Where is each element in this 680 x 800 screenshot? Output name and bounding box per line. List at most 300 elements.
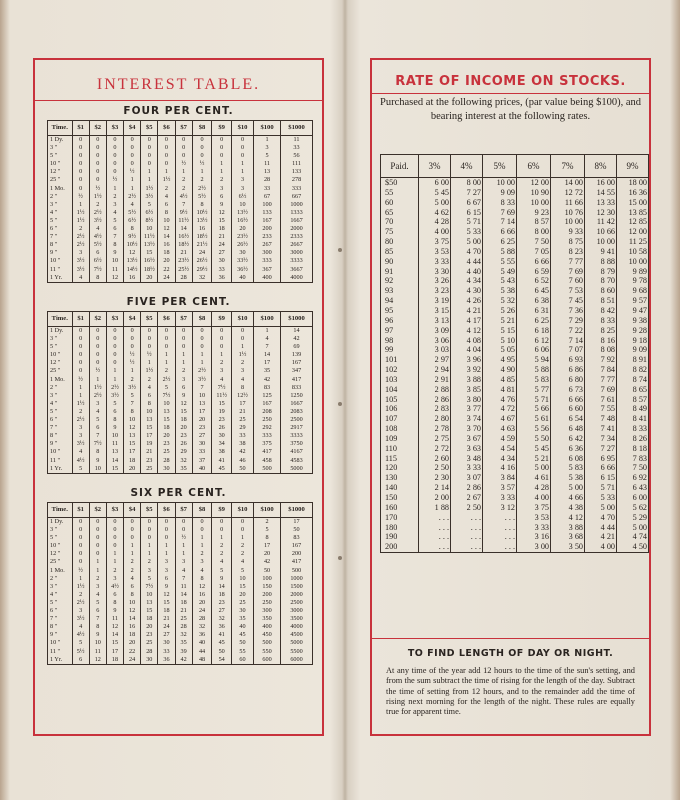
- interest-value: 22: [124, 648, 141, 656]
- table-row: [48, 335, 313, 343]
- rate-value: 4 61: [517, 473, 551, 483]
- interest-value: 2: [175, 367, 192, 375]
- interest-value: 5: [72, 465, 89, 474]
- interest-value: 2½: [89, 392, 106, 400]
- interest-value: 400: [254, 623, 281, 631]
- rate-value: 12 30: [585, 208, 617, 218]
- interest-value: 44: [192, 648, 212, 656]
- interest-value: 2: [254, 518, 281, 527]
- rate-value: 12 72: [551, 188, 585, 198]
- interest-value: 7: [175, 201, 192, 209]
- rate-value: 5 77: [517, 385, 551, 395]
- interest-value: 2: [124, 376, 141, 384]
- table-row: [48, 359, 313, 367]
- interest-value: 1: [106, 185, 123, 193]
- interest-value: 2½: [124, 193, 141, 201]
- rate-value: 3 57: [483, 483, 517, 493]
- rate-value: 7 14: [551, 336, 585, 346]
- paid-price: 85: [381, 247, 419, 257]
- table-header-row: [48, 503, 313, 518]
- table-row: [48, 225, 313, 233]
- rate-value: 2 67: [451, 493, 483, 503]
- table-row: [381, 257, 649, 267]
- interest-value: 0: [175, 526, 192, 534]
- rate-value: 4 30: [451, 286, 483, 296]
- interest-value: 29: [175, 448, 192, 456]
- interest-value: 5: [89, 416, 106, 424]
- interest-value: 14: [175, 225, 192, 233]
- six-percent-heading: SIX PER CENT.: [130, 487, 227, 499]
- interest-value: 1: [212, 351, 232, 359]
- interest-value: ½: [175, 534, 192, 542]
- interest-value: 1½: [89, 384, 106, 392]
- interest-value: 21: [175, 607, 192, 615]
- interest-value: 3½: [72, 615, 89, 623]
- rate-value: 6 42: [551, 434, 585, 444]
- interest-value: 1½: [72, 400, 89, 408]
- rate-value: 6 54: [551, 414, 585, 424]
- interest-value: 2½: [158, 376, 175, 384]
- interest-value: 1½: [231, 351, 253, 359]
- rate-value: 4 40: [451, 267, 483, 277]
- rate-value: 4 44: [451, 257, 483, 267]
- interest-value: 0: [72, 136, 89, 145]
- interest-value: 33: [212, 266, 232, 274]
- interest-value: 28: [141, 648, 158, 656]
- rate-value: 7 41: [585, 424, 617, 434]
- rate-value: 2 78: [419, 424, 451, 434]
- interest-value: 0: [158, 152, 175, 160]
- rate-value: 3 33: [419, 257, 451, 267]
- table-row: [48, 400, 313, 408]
- interest-value: 21: [158, 615, 175, 623]
- interest-value: 5: [212, 567, 232, 575]
- rate-value: 7 60: [551, 276, 585, 286]
- interest-value: ½: [124, 351, 141, 359]
- rate-value: 10 58: [617, 247, 649, 257]
- rate-value: 2 50: [419, 463, 451, 473]
- interest-value: 200: [254, 225, 281, 233]
- table-row: [48, 623, 313, 631]
- interest-value: 40: [231, 274, 253, 283]
- interest-value: 7: [124, 400, 141, 408]
- interest-value: 27: [212, 607, 232, 615]
- interest-value: 29½: [192, 266, 212, 274]
- rate-value: 2 83: [419, 404, 451, 414]
- interest-value: 17: [106, 648, 123, 656]
- interest-value: 3333: [281, 257, 313, 265]
- interest-value: 4: [72, 623, 89, 631]
- table-row: [48, 201, 313, 209]
- rate-value: 7 27: [451, 188, 483, 198]
- rate-value: 6 52: [517, 276, 551, 286]
- interest-value: 6: [106, 225, 123, 233]
- time-label: 6 ": [48, 416, 73, 424]
- interest-value: 6: [89, 249, 106, 257]
- interest-value: 2: [231, 542, 253, 550]
- interest-value: 18: [124, 631, 141, 639]
- rate-value: 5 21: [517, 454, 551, 464]
- time-label: 5 ": [48, 152, 73, 160]
- rate-value: 8 16: [585, 336, 617, 346]
- interest-value: 35: [231, 615, 253, 623]
- time-label: 11 ": [48, 266, 73, 274]
- interest-value: 15: [141, 249, 158, 257]
- interest-value: 36½: [231, 266, 253, 274]
- time-label: 7 ": [48, 615, 73, 623]
- table-row: [48, 591, 313, 599]
- interest-value: 0: [72, 367, 89, 375]
- paid-price: 106: [381, 404, 419, 414]
- rate-value: 9 68: [617, 286, 649, 296]
- table-row: [48, 656, 313, 665]
- interest-value: 167: [281, 359, 313, 367]
- time-label: 1 Dy.: [48, 327, 73, 336]
- rate-value: 7 29: [551, 316, 585, 326]
- interest-value: 19: [212, 408, 232, 416]
- table-row: [48, 168, 313, 176]
- interest-value: 200: [254, 591, 281, 599]
- interest-value: 1: [231, 168, 253, 176]
- left-page: [33, 58, 324, 736]
- interest-value: 10: [141, 408, 158, 416]
- interest-value: 0: [89, 343, 106, 351]
- rate-value: 7 27: [585, 444, 617, 454]
- rate-value: 3 63: [451, 444, 483, 454]
- interest-value: 0: [72, 335, 89, 343]
- rate-value: 10 90: [517, 188, 551, 198]
- rate-value: 3 19: [419, 296, 451, 306]
- table-row: [48, 550, 313, 558]
- rate-value: 5 56: [517, 424, 551, 434]
- interest-value: 0: [89, 550, 106, 558]
- interest-value: 18: [106, 656, 123, 665]
- interest-value: 1½: [141, 185, 158, 193]
- interest-value: 1½: [89, 193, 106, 201]
- interest-value: 16½: [175, 233, 192, 241]
- rate-value: 13 33: [585, 198, 617, 208]
- rate-value: 3 75: [419, 237, 451, 247]
- interest-value: 3: [212, 367, 232, 375]
- column-header: $3: [106, 121, 123, 136]
- rate-value: 11 66: [551, 198, 585, 208]
- interest-value: 12: [175, 400, 192, 408]
- interest-value: 4: [141, 384, 158, 392]
- rate-value: 6 86: [551, 365, 585, 375]
- interest-value: 2917: [281, 424, 313, 432]
- interest-value: 24: [158, 623, 175, 631]
- interest-value: 4: [231, 558, 253, 566]
- rate-value: 7 69: [483, 208, 517, 218]
- interest-value: 1: [124, 542, 141, 550]
- paid-price: 180: [381, 523, 419, 533]
- interest-value: 27: [158, 631, 175, 639]
- interest-value: 1: [89, 376, 106, 384]
- interest-value: 9: [212, 575, 232, 583]
- interest-value: 0: [89, 160, 106, 168]
- rate-value: 4 50: [617, 542, 649, 552]
- five-percent-table: [47, 311, 313, 474]
- interest-value: 27: [212, 249, 232, 257]
- rate-value: . . .: [483, 523, 517, 533]
- rate-value: 3 85: [451, 385, 483, 395]
- rate-value: 2 88: [419, 385, 451, 395]
- interest-value: 15: [141, 424, 158, 432]
- interest-value: 6: [72, 656, 89, 665]
- interest-value: 4: [72, 274, 89, 283]
- interest-value: 0: [72, 152, 89, 160]
- rate-value: 4 74: [617, 532, 649, 542]
- time-label: 4 ": [48, 209, 73, 217]
- interest-value: 267: [254, 241, 281, 249]
- rate-value: 8 79: [585, 267, 617, 277]
- interest-value: 1: [192, 534, 212, 542]
- rate-value: 8 33: [585, 316, 617, 326]
- rate-value: 6 92: [617, 473, 649, 483]
- interest-value: 2: [231, 550, 253, 558]
- rate-value: 3 48: [451, 454, 483, 464]
- interest-value: 3½: [72, 440, 89, 448]
- table-row: [48, 367, 313, 375]
- interest-value: 11½: [212, 392, 232, 400]
- six-percent-table: [47, 502, 313, 665]
- interest-value: 34: [212, 440, 232, 448]
- interest-value: 83: [254, 384, 281, 392]
- interest-value: 1: [106, 367, 123, 375]
- interest-value: 10: [231, 575, 253, 583]
- time-label: 5 ": [48, 408, 73, 416]
- rate-value: 9 18: [617, 336, 649, 346]
- rate-value: 3 33: [483, 493, 517, 503]
- interest-value: 5000: [281, 465, 313, 474]
- column-header: $10: [231, 503, 253, 518]
- day-night-title: TO FIND LENGTH OF DAY OR NIGHT.: [407, 648, 614, 659]
- interest-value: 8: [106, 241, 123, 249]
- table-header-row: [48, 121, 313, 136]
- interest-value: 133: [254, 209, 281, 217]
- rate-value: 3 50: [551, 542, 585, 552]
- rate-value: 8 74: [617, 375, 649, 385]
- column-header: $5: [141, 121, 158, 136]
- table-row: [381, 513, 649, 523]
- interest-value: 5: [158, 384, 175, 392]
- interest-value: 7: [175, 575, 192, 583]
- interest-value: 0: [175, 518, 192, 527]
- rate-value: 2 14: [419, 483, 451, 493]
- column-header: $8: [192, 503, 212, 518]
- interest-value: 24: [192, 249, 212, 257]
- interest-value: 50: [212, 648, 232, 656]
- interest-value: 0: [106, 534, 123, 542]
- interest-value: 18: [158, 607, 175, 615]
- interest-value: 4: [89, 591, 106, 599]
- rate-value: 2 75: [419, 434, 451, 444]
- table-row: [48, 327, 313, 336]
- interest-value: 4: [231, 376, 253, 384]
- rate-value: 11 42: [585, 217, 617, 227]
- interest-value: 8: [89, 448, 106, 456]
- time-label: 9 ": [48, 631, 73, 639]
- rate-value: 4 85: [483, 375, 517, 385]
- interest-value: 4: [254, 335, 281, 343]
- title-rule: [35, 100, 322, 101]
- rate-value: 5 88: [517, 365, 551, 375]
- interest-value: 83: [281, 534, 313, 542]
- binding-stitch: [338, 556, 342, 560]
- interest-value: 4½: [72, 631, 89, 639]
- interest-value: 3667: [281, 266, 313, 274]
- interest-value: 1½: [141, 367, 158, 375]
- interest-value: 458: [254, 457, 281, 465]
- rate-value: 5 94: [517, 355, 551, 365]
- interest-value: 0: [212, 518, 232, 527]
- rate-value: 7 83: [617, 454, 649, 464]
- interest-value: 2: [212, 542, 232, 550]
- interest-value: 0: [106, 542, 123, 550]
- interest-value: 10: [106, 257, 123, 265]
- rate-value: 6 59: [517, 267, 551, 277]
- interest-value: 0: [212, 144, 232, 152]
- table-row: [48, 351, 313, 359]
- rate-value: 3 77: [451, 404, 483, 414]
- interest-value: 0: [141, 526, 158, 534]
- interest-value: 0: [158, 534, 175, 542]
- interest-value: 13½: [192, 217, 212, 225]
- interest-value: 25: [158, 448, 175, 456]
- interest-value: 0: [106, 359, 123, 367]
- paid-price: 99: [381, 345, 419, 355]
- rate-value: 18 00: [617, 178, 649, 188]
- interest-value: 10: [89, 639, 106, 647]
- interest-value: 30: [212, 432, 232, 440]
- time-label: 3 ": [48, 526, 73, 534]
- interest-value: 7½: [89, 440, 106, 448]
- interest-value: 3½: [89, 217, 106, 225]
- rate-value: 7 84: [585, 365, 617, 375]
- rate-value: 5 43: [483, 276, 517, 286]
- interest-value: 0: [72, 343, 89, 351]
- interest-value: 0: [158, 327, 175, 336]
- table-row: [381, 217, 649, 227]
- interest-value: 3: [158, 567, 175, 575]
- interest-value: 0: [124, 136, 141, 145]
- interest-value: 0: [89, 542, 106, 550]
- time-label: 12 ": [48, 359, 73, 367]
- interest-value: 24: [158, 274, 175, 283]
- interest-value: 18: [158, 424, 175, 432]
- rate-value: . . .: [451, 532, 483, 542]
- interest-value: 4: [124, 575, 141, 583]
- interest-value: 35: [175, 465, 192, 474]
- interest-value: 0: [89, 526, 106, 534]
- interest-value: 3: [231, 367, 253, 375]
- interest-value: 35: [254, 367, 281, 375]
- interest-value: 0: [141, 534, 158, 542]
- rate-value: 5 45: [419, 188, 451, 198]
- time-label: 4 ": [48, 400, 73, 408]
- rate-value: 14 55: [585, 188, 617, 198]
- table-row: [48, 266, 313, 274]
- interest-value: 37: [192, 457, 212, 465]
- time-label: 11 ": [48, 457, 73, 465]
- table-row: [48, 233, 313, 241]
- interest-value: 333: [281, 185, 313, 193]
- interest-value: 20: [141, 623, 158, 631]
- time-label: 10 ": [48, 160, 73, 168]
- interest-value: 600: [254, 656, 281, 665]
- interest-value: 2000: [281, 225, 313, 233]
- interest-value: 450: [254, 631, 281, 639]
- interest-value: 0: [72, 327, 89, 336]
- rate-value: 4 12: [551, 513, 585, 523]
- time-label: 8 ": [48, 623, 73, 631]
- interest-value: 18: [158, 249, 175, 257]
- interest-value: 8: [141, 400, 158, 408]
- rate-value: 5 50: [517, 434, 551, 444]
- rate-value: 5 29: [617, 513, 649, 523]
- interest-value: 10: [192, 392, 212, 400]
- interest-value: 18: [175, 416, 192, 424]
- interest-value: 500: [281, 567, 313, 575]
- rate-value: 6 15: [451, 208, 483, 218]
- interest-value: 11: [106, 615, 123, 623]
- interest-value: 0: [106, 152, 123, 160]
- rate-value: 7 61: [585, 395, 617, 405]
- interest-value: 17: [192, 408, 212, 416]
- interest-value: 0: [72, 542, 89, 550]
- interest-value: 0: [231, 144, 253, 152]
- interest-value: 7: [89, 615, 106, 623]
- paid-price: 107: [381, 414, 419, 424]
- table-row: [381, 404, 649, 414]
- rate-value: 5 05: [483, 345, 517, 355]
- table-row: [48, 176, 313, 184]
- interest-value: 0: [212, 327, 232, 336]
- column-header: 6%: [517, 155, 551, 178]
- rate-value: 4 21: [585, 532, 617, 542]
- rate-value: 2 97: [419, 355, 451, 365]
- rate-value: 3 53: [419, 247, 451, 257]
- paid-price: 95: [381, 306, 419, 316]
- table-row: [48, 607, 313, 615]
- interest-value: 0: [106, 144, 123, 152]
- rate-value: 5 00: [419, 198, 451, 208]
- interest-value: 4½: [89, 233, 106, 241]
- interest-value: 6½: [124, 217, 141, 225]
- interest-value: 4: [72, 448, 89, 456]
- column-header: $6: [158, 312, 175, 327]
- rate-value: 3 84: [483, 473, 517, 483]
- interest-value: 0: [192, 343, 212, 351]
- table-row: [48, 558, 313, 566]
- interest-value: 1: [89, 558, 106, 566]
- paid-price: 150: [381, 493, 419, 503]
- interest-value: 8: [124, 591, 141, 599]
- interest-value: 6: [141, 392, 158, 400]
- interest-value: 36: [212, 623, 232, 631]
- time-label: 2 ": [48, 575, 73, 583]
- interest-value: 8: [192, 201, 212, 209]
- rate-value: 7 69: [551, 267, 585, 277]
- rate-value: 5 00: [517, 463, 551, 473]
- time-label: 5 ": [48, 343, 73, 351]
- interest-value: 250: [254, 416, 281, 424]
- interest-value: 350: [254, 615, 281, 623]
- rate-value: 2 94: [419, 365, 451, 375]
- interest-value: 26: [175, 440, 192, 448]
- rate-value: 6 60: [551, 404, 585, 414]
- rate-value: . . .: [483, 542, 517, 552]
